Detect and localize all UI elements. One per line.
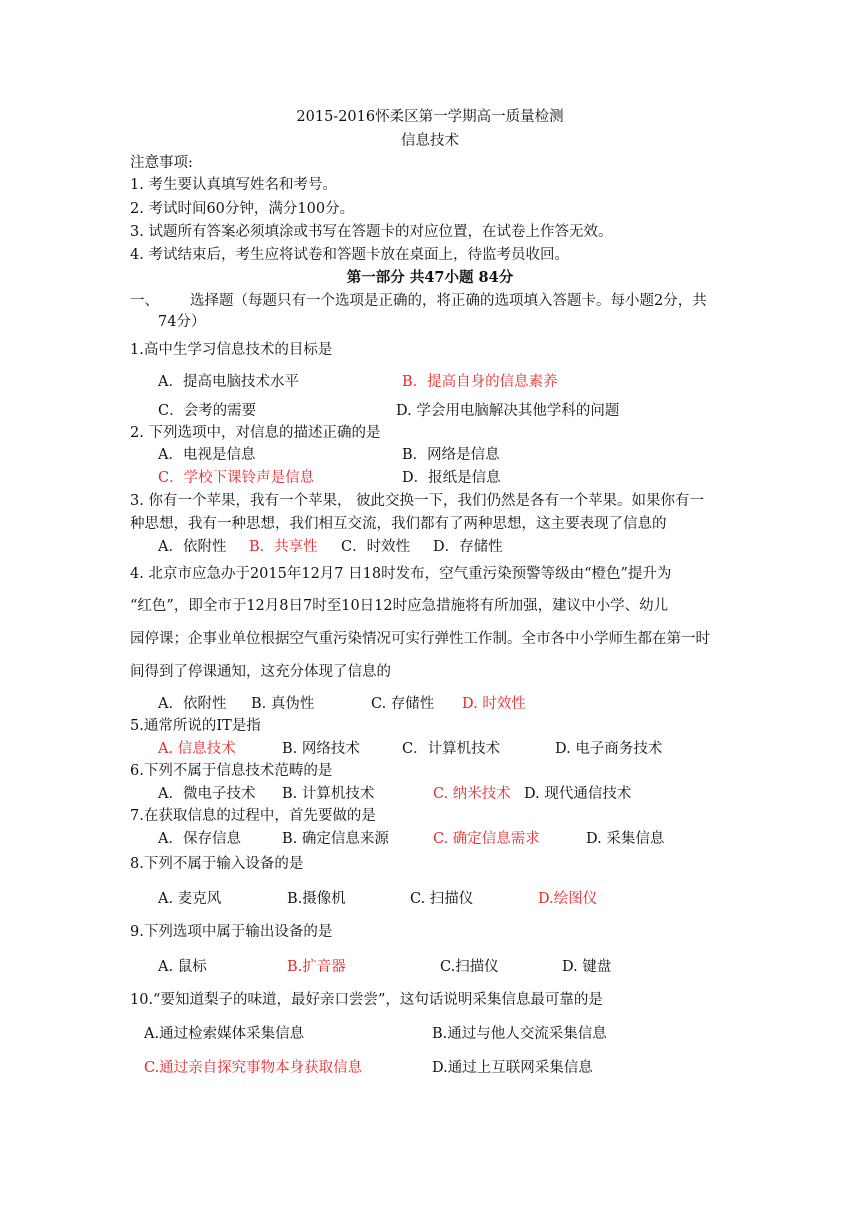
notice-item: 4. 考试结束后，考生应将试卷和答题卡放在桌面上，待监考员收回。: [130, 247, 569, 263]
question-stem-4: 4. 北京市应急办于2015年12月7 日18时发布，空气重污染预警等级由“橙色”提升为: [130, 566, 672, 582]
section-number: 一、: [130, 293, 159, 309]
exam-subject: 信息技术: [401, 133, 459, 149]
q5-option-b: B. 网络技术: [282, 741, 360, 757]
q4-option-b: B. 真伪性: [251, 696, 315, 712]
q10-option-c-answer: C.通过亲自探究事物本身获取信息: [144, 1060, 363, 1076]
question-stem-9: 9.下列选项中属于输出设备的是: [130, 924, 333, 940]
q2-option-d: D．报纸是信息: [402, 470, 501, 486]
q10-option-b: B.通过与他人交流采集信息: [432, 1026, 607, 1042]
q3-option-a: A．依附性: [158, 539, 227, 555]
q8-option-b: B.摄像机: [287, 891, 346, 907]
question-stem-2: 2. 下列选项中，对信息的描述正确的是: [130, 425, 381, 441]
q6-option-d: D. 现代通信技术: [524, 786, 632, 802]
q8-option-c: C. 扫描仪: [410, 891, 474, 907]
exam-title: 2015-2016怀柔区第一学期高一质量检测: [296, 109, 564, 125]
q6-option-c-answer: C. 纳米技术: [433, 786, 511, 802]
section-description: 选择题（每题只有一个选项是正确的，将正确的选项填入答题卡。每小题2分，共: [190, 293, 707, 309]
q9-option-d: D. 键盘: [562, 959, 612, 975]
q3-option-b-answer: B．共享性: [249, 539, 318, 555]
q4-option-c: C. 存储性: [371, 696, 435, 712]
notice-item: 1. 考生要认真填写姓名和考号。: [130, 177, 337, 193]
q3-option-c: C．时效性: [341, 539, 411, 555]
q3-option-d: D．存储性: [433, 539, 503, 555]
q1-option-d: D. 学会用电脑解决其他学科的问题: [396, 403, 620, 419]
section-description-cont: 74分）: [158, 314, 206, 330]
q2-option-a: A．电视是信息: [158, 447, 256, 463]
q1-option-a: A．提高电脑技术水平: [158, 374, 299, 390]
q6-option-b: B. 计算机技术: [282, 786, 375, 802]
q1-option-c: C．会考的需要: [158, 403, 257, 419]
notice-heading: 注意事项:: [130, 155, 193, 171]
q7-option-b: B. 确定信息来源: [282, 831, 389, 847]
question-stem-6: 6.下列不属于信息技术范畴的是: [130, 763, 333, 779]
q10-option-d: D.通过上互联网采集信息: [432, 1060, 593, 1076]
q4-option-d-answer: D. 时效性: [462, 696, 526, 712]
q10-option-a: A.通过检索媒体采集信息: [144, 1026, 305, 1042]
question-stem-1: 1.高中生学习信息技术的目标是: [130, 342, 333, 358]
q7-option-a: A．保存信息: [158, 831, 241, 847]
question-stem-4-cont: “红色”，即全市于12月8日7时至10日12时应急措施将有所加强，建议中小学、幼儿: [130, 598, 669, 614]
q7-option-c-answer: C. 确定信息需求: [433, 831, 540, 847]
q8-option-d-answer: D.绘图仪: [538, 891, 598, 907]
question-stem-4-cont: 间得到了停课通知，这充分体现了信息的: [130, 664, 391, 680]
question-stem-10: 10.“要知道梨子的味道，最好亲口尝尝”，这句话说明采集信息最可靠的是: [130, 992, 603, 1008]
q9-option-a: A. 鼠标: [158, 959, 207, 975]
q5-option-c: C．计算机技术: [402, 741, 501, 757]
notice-item: 2. 考试时间60分钟，满分100分。: [130, 201, 355, 217]
q9-option-c: C.扫描仪: [440, 959, 499, 975]
q7-option-d: D. 采集信息: [586, 831, 665, 847]
question-stem-7: 7.在获取信息的过程中，首先要做的是: [130, 808, 376, 824]
notice-item: 3. 试题所有答案必须填涂或书写在答题卡的对应位置，在试卷上作答无效。: [130, 224, 613, 240]
question-stem-3-cont: 种思想，我有一种思想，我们相互交流，我们都有了两种思想，这主要表现了信息的: [130, 516, 667, 532]
q5-option-a-answer: A. 信息技术: [158, 741, 236, 757]
question-stem-8: 8.下列不属于输入设备的是: [130, 856, 304, 872]
q2-option-b: B．网络是信息: [402, 447, 500, 463]
question-stem-3: 3. 你有一个苹果，我有一个苹果， 彼此交换一下，我们仍然是各有一个苹果。如果你有一: [130, 493, 705, 509]
q6-option-a: A．微电子技术: [158, 786, 256, 802]
q9-option-b-answer: B.扩音器: [287, 959, 346, 975]
q2-option-c-answer: C．学校下课铃声是信息: [158, 470, 315, 486]
q5-option-d: D. 电子商务技术: [555, 741, 663, 757]
question-stem-5: 5.通常所说的IT是指: [130, 718, 261, 734]
part-title: 第一部分 共47小题 84分: [346, 269, 514, 286]
q1-option-b-answer: B．提高自身的信息素养: [402, 374, 558, 390]
question-stem-4-cont: 园停课；企事业单位根据空气重污染情况可实行弹性工作制。全市各中小学师生都在第一时: [130, 631, 710, 647]
q4-option-a: A．依附性: [158, 696, 227, 712]
q8-option-a: A. 麦克风: [158, 891, 222, 907]
